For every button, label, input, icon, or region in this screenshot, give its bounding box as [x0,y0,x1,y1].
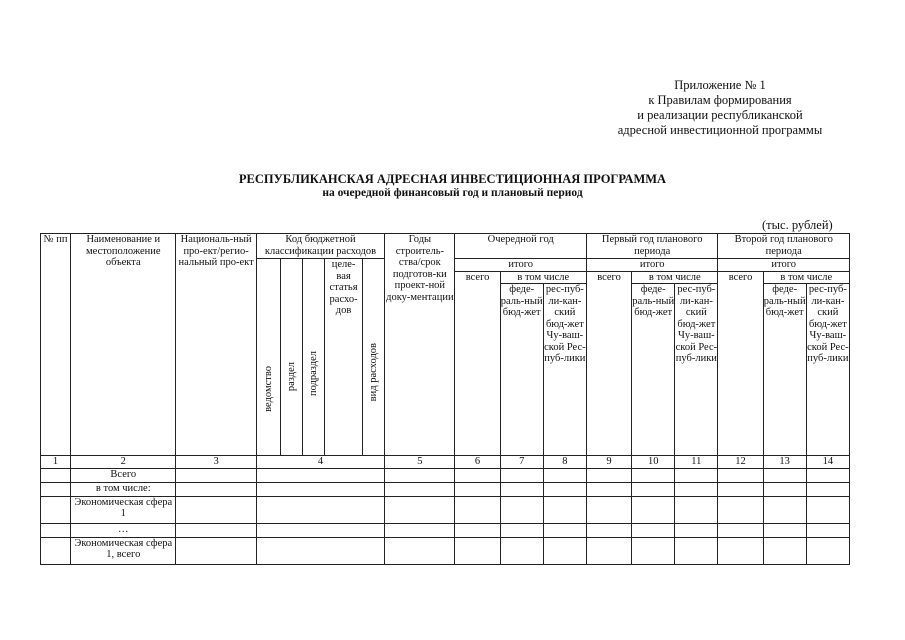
header-in-that-3: в том числе [763,271,849,284]
appendix-line: и реализации республиканской [637,108,803,122]
appendix-note [560,78,880,138]
col-number: 1 [41,456,71,469]
header-itogo-1: итого [455,259,586,272]
col-number: 2 [71,456,176,469]
header-num: № пп [41,234,71,456]
row-label: Экономическая сфера 1 [71,496,176,523]
row-label: Всего [71,468,176,482]
row-label: Экономическая сфера 1, всего [71,537,176,564]
header-target: целе-вая статья расхо-дов [324,259,362,456]
col-number: 14 [806,456,849,469]
header-year2: Первый год планового периода [586,234,717,259]
header-budget-code: Код бюджетной классификации расходов [256,234,384,259]
header-vsego-3: всего [718,271,763,456]
col-number: 12 [718,456,763,469]
program-table [40,233,850,565]
header-podrazdel: подраздел [302,259,324,456]
row-label: в том числе: [71,482,176,496]
header-republic-3: рес-пуб-ли-кан-ский бюд-жет Чу-ваш-ской Рес-пуб-лики [806,284,849,456]
col-number: 13 [763,456,806,469]
header-itogo-3: итого [718,259,850,272]
col-number: 4 [256,456,384,469]
header-republic-1: рес-пуб-ли-кан-ский бюд-жет Чу-ваш-ской Рес-пуб-лики [543,284,586,456]
table-row [41,496,850,523]
header-federal-1: феде-раль-ный бюд-жет [500,284,543,456]
header-vedomstvo: ведомство [256,259,280,456]
header-federal-2: феде-раль-ный бюд-жет [632,284,675,456]
col-number: 11 [675,456,718,469]
col-number: 6 [455,456,500,469]
appendix-line: Приложение № 1 [674,78,766,92]
table-row [41,468,850,482]
header-razdel: раздел [280,259,302,456]
table-row [41,482,850,496]
col-number: 5 [385,456,455,469]
header-vsego-1: всего [455,271,500,456]
appendix-line: к Правилам формирования [648,93,792,107]
header-in-that-2: в том числе [632,271,718,284]
header-year3: Второй год планового периода [718,234,850,259]
header-federal-3: феде-раль-ный бюд-жет [763,284,806,456]
title-sub: на очередной финансовый год и плановый период [322,187,583,199]
table-row [41,537,850,564]
header-in-that-1: в том числе [500,271,586,284]
header-vid: вид расходов [363,259,385,456]
header-year1: Очередной год [455,234,586,259]
col-number: 8 [543,456,586,469]
header-vsego-2: всего [586,271,631,456]
header-itogo-2: итого [586,259,717,272]
col-number: 3 [176,456,256,469]
header-years: Годы строитель-ства/срок подготов-ки проект-ной доку-ментации [385,234,455,456]
title-main: РЕСПУБЛИКАНСКАЯ АДРЕСНАЯ ИНВЕСТИЦИОННАЯ ПРОГРАММА [238,172,667,186]
col-number: 7 [500,456,543,469]
header-name: Наименование и местоположение объекта [71,234,176,456]
table-row [41,523,850,537]
units-label: (тыс. рублей) [762,218,833,232]
document-title [0,172,905,200]
header-national: Националь-ный про-ект/регио-нальный про-ект [176,234,256,456]
appendix-line: адресной инвестиционной программы [617,123,823,137]
header-republic-2: рес-пуб-ли-кан-ский бюд-жет Чу-ваш-ской Рес-пуб-лики [675,284,718,456]
col-number: 9 [586,456,631,469]
col-number: 10 [632,456,675,469]
row-label: … [71,523,176,537]
